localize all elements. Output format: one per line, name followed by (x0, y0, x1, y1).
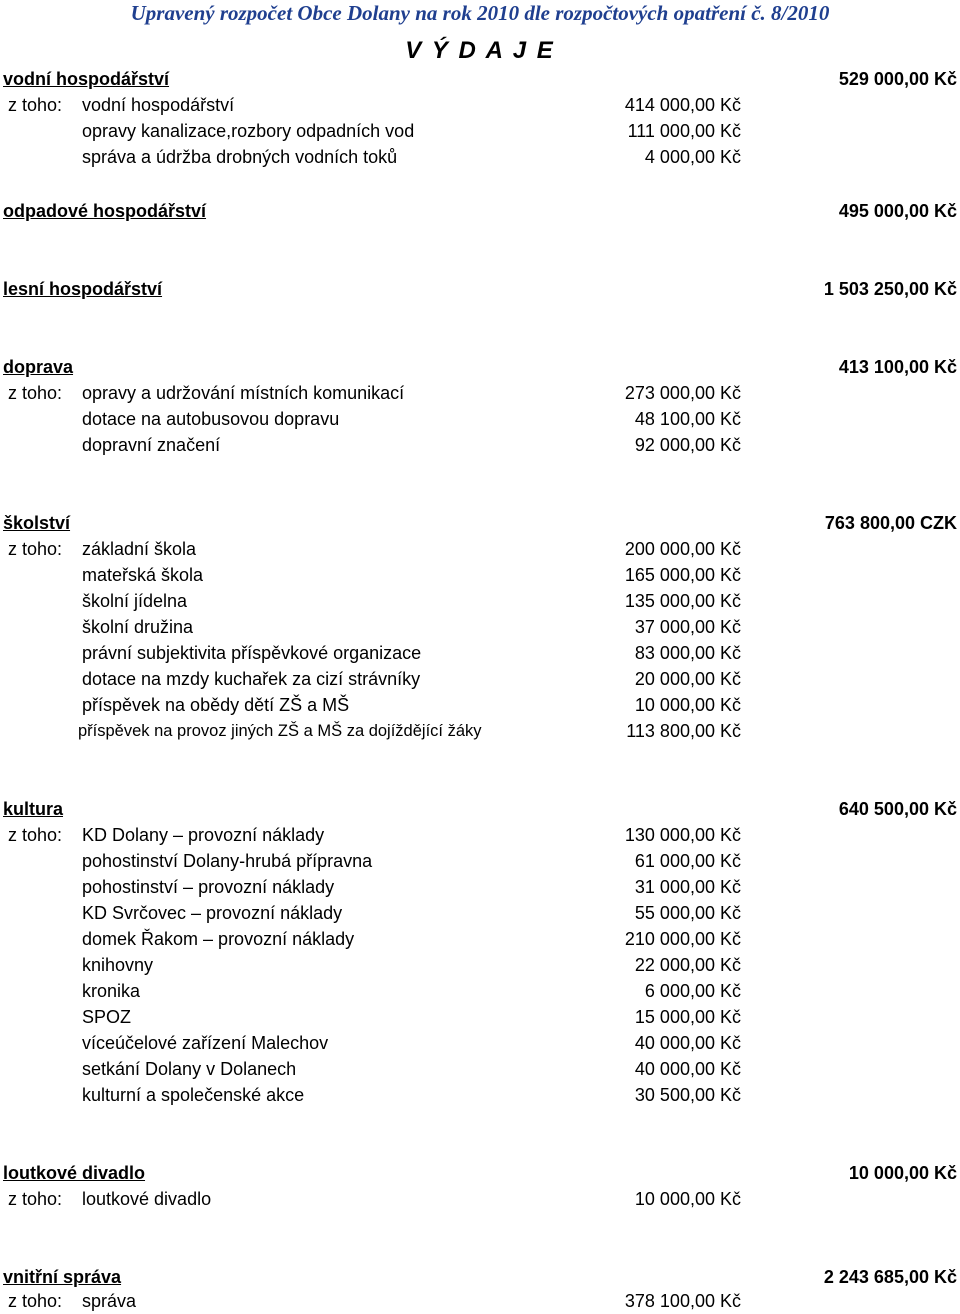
item-row (0, 900, 960, 926)
item-row (0, 1082, 960, 1108)
section-header (0, 796, 960, 822)
section-name: kultura (3, 799, 64, 819)
item-row (0, 1186, 960, 1212)
item-row (0, 118, 960, 144)
item-row (0, 874, 960, 900)
item-amount: 30 500,00 Kč (634, 1085, 741, 1105)
item-amount: 40 000,00 Kč (634, 1059, 741, 1079)
item-row (0, 406, 960, 432)
section-name: lesní hospodářství (3, 279, 163, 299)
section-total: 1 503 250,00 Kč (823, 279, 957, 299)
item-label: loutkové divadlo (82, 1189, 212, 1209)
item-label: pohostinství Dolany-hrubá přípravna (82, 851, 373, 871)
section-name: školství (3, 513, 71, 533)
item-amount: 273 000,00 Kč (624, 383, 741, 403)
item-label: pohostinství – provozní náklady (82, 877, 335, 897)
item-label: příspěvek na provoz jiných ZŠ a MŠ za dojíždějící žáky (78, 722, 482, 740)
item-label: KD Dolany – provozní náklady (82, 825, 325, 845)
section-header (0, 510, 960, 536)
item-label: setkání Dolany v Dolanech (82, 1059, 297, 1079)
item-label: domek Řakom – provozní náklady (82, 929, 355, 949)
item-row (0, 926, 960, 952)
item-label: KD Svrčovec – provozní náklady (82, 903, 343, 923)
item-row (0, 380, 960, 406)
expenses-heading: V Ý D A J E (405, 37, 555, 64)
section-header (0, 1160, 960, 1186)
item-amount: 92 000,00 Kč (634, 435, 741, 455)
document-title: Upravený rozpočet Obce Dolany na rok 2010 dle rozpočtových opatření č. 8/2010 (130, 1, 830, 25)
item-amount: 111 000,00 Kč (627, 121, 741, 141)
section-total: 413 100,00 Kč (838, 357, 957, 377)
item-row (0, 144, 960, 170)
section-total: 495 000,00 Kč (838, 201, 957, 221)
item-amount: 135 000,00 Kč (624, 591, 741, 611)
item-row (0, 692, 960, 718)
item-amount: 31 000,00 Kč (634, 877, 741, 897)
item-amount: 130 000,00 Kč (624, 825, 741, 845)
item-row (0, 978, 960, 1004)
item-row (0, 640, 960, 666)
section-header (0, 1264, 960, 1290)
item-row (0, 666, 960, 692)
item-amount: 165 000,00 Kč (624, 565, 741, 585)
item-row (0, 562, 960, 588)
item-amount: 20 000,00 Kč (634, 669, 741, 689)
item-amount: 83 000,00 Kč (634, 643, 741, 663)
item-row (0, 1004, 960, 1030)
item-amount: 10 000,00 Kč (634, 1189, 741, 1209)
item-amount: 10 000,00 Kč (634, 695, 741, 715)
item-amount: 37 000,00 Kč (634, 617, 741, 637)
item-label: dopravní značení (82, 435, 221, 455)
item-amount: 61 000,00 Kč (634, 851, 741, 871)
item-row (0, 848, 960, 874)
item-row (0, 536, 960, 562)
item-label: školní jídelna (82, 591, 188, 611)
z-toho-prefix: z toho: (8, 825, 63, 845)
item-label: knihovny (82, 955, 154, 975)
z-toho-prefix: z toho: (8, 1291, 63, 1311)
item-label: opravy a udržování místních komunikací (82, 383, 405, 403)
z-toho-prefix: z toho: (8, 95, 63, 115)
section-total: 529 000,00 Kč (838, 69, 957, 89)
item-label: kulturní a společenské akce (82, 1085, 305, 1105)
item-row (0, 952, 960, 978)
item-label: správa (82, 1291, 137, 1311)
item-amount: 15 000,00 Kč (634, 1007, 741, 1027)
item-label: správa a údržba drobných vodních toků (82, 147, 398, 167)
item-amount: 22 000,00 Kč (634, 955, 741, 975)
item-row (0, 718, 960, 744)
item-row (0, 1056, 960, 1082)
item-amount: 210 000,00 Kč (624, 929, 741, 949)
section-total: 10 000,00 Kč (848, 1163, 957, 1183)
item-row (0, 614, 960, 640)
section-name: vnitřní správa (3, 1267, 122, 1287)
item-row (0, 822, 960, 848)
section-name: doprava (3, 357, 74, 377)
item-label: kronika (82, 981, 141, 1001)
item-label: dotace na autobusovou dopravu (82, 409, 340, 429)
section-header (0, 354, 960, 380)
item-row (0, 1030, 960, 1056)
section-total: 640 500,00 Kč (838, 799, 957, 819)
item-label: mateřská škola (82, 565, 204, 585)
section-name: loutkové divadlo (3, 1163, 146, 1183)
item-amount: 48 100,00 Kč (634, 409, 741, 429)
item-label: víceúčelové zařízení Malechov (82, 1033, 329, 1053)
item-row (0, 92, 960, 118)
section-header (0, 66, 960, 92)
item-label: příspěvek na obědy dětí ZŠ a MŠ (82, 695, 350, 715)
section-name: odpadové hospodářství (3, 201, 207, 221)
item-amount: 378 100,00 Kč (624, 1291, 741, 1311)
item-amount: 55 000,00 Kč (634, 903, 741, 923)
item-label: právní subjektivita příspěvkové organizace (82, 643, 422, 663)
item-label: opravy kanalizace,rozbory odpadních vod (82, 121, 415, 141)
item-label: SPOZ (82, 1007, 132, 1027)
item-label: školní družina (82, 617, 194, 637)
section-name: vodní hospodářství (3, 69, 170, 89)
z-toho-prefix: z toho: (8, 539, 63, 559)
section-header (0, 276, 960, 302)
item-amount: 414 000,00 Kč (624, 95, 741, 115)
item-amount: 40 000,00 Kč (634, 1033, 741, 1053)
item-amount: 4 000,00 Kč (644, 147, 741, 167)
item-row (0, 1288, 960, 1314)
z-toho-prefix: z toho: (8, 1189, 63, 1209)
item-row (0, 432, 960, 458)
section-header (0, 198, 960, 224)
item-amount: 200 000,00 Kč (624, 539, 741, 559)
item-row (0, 588, 960, 614)
item-amount: 6 000,00 Kč (644, 981, 741, 1001)
section-total: 2 243 685,00 Kč (823, 1267, 957, 1287)
item-amount: 113 800,00 Kč (626, 721, 741, 741)
section-total: 763 800,00 CZK (824, 513, 957, 533)
item-label: dotace na mzdy kuchařek za cizí strávníky (82, 669, 421, 689)
item-label: základní škola (82, 539, 197, 559)
z-toho-prefix: z toho: (8, 383, 63, 403)
item-label: vodní hospodářství (82, 95, 235, 115)
